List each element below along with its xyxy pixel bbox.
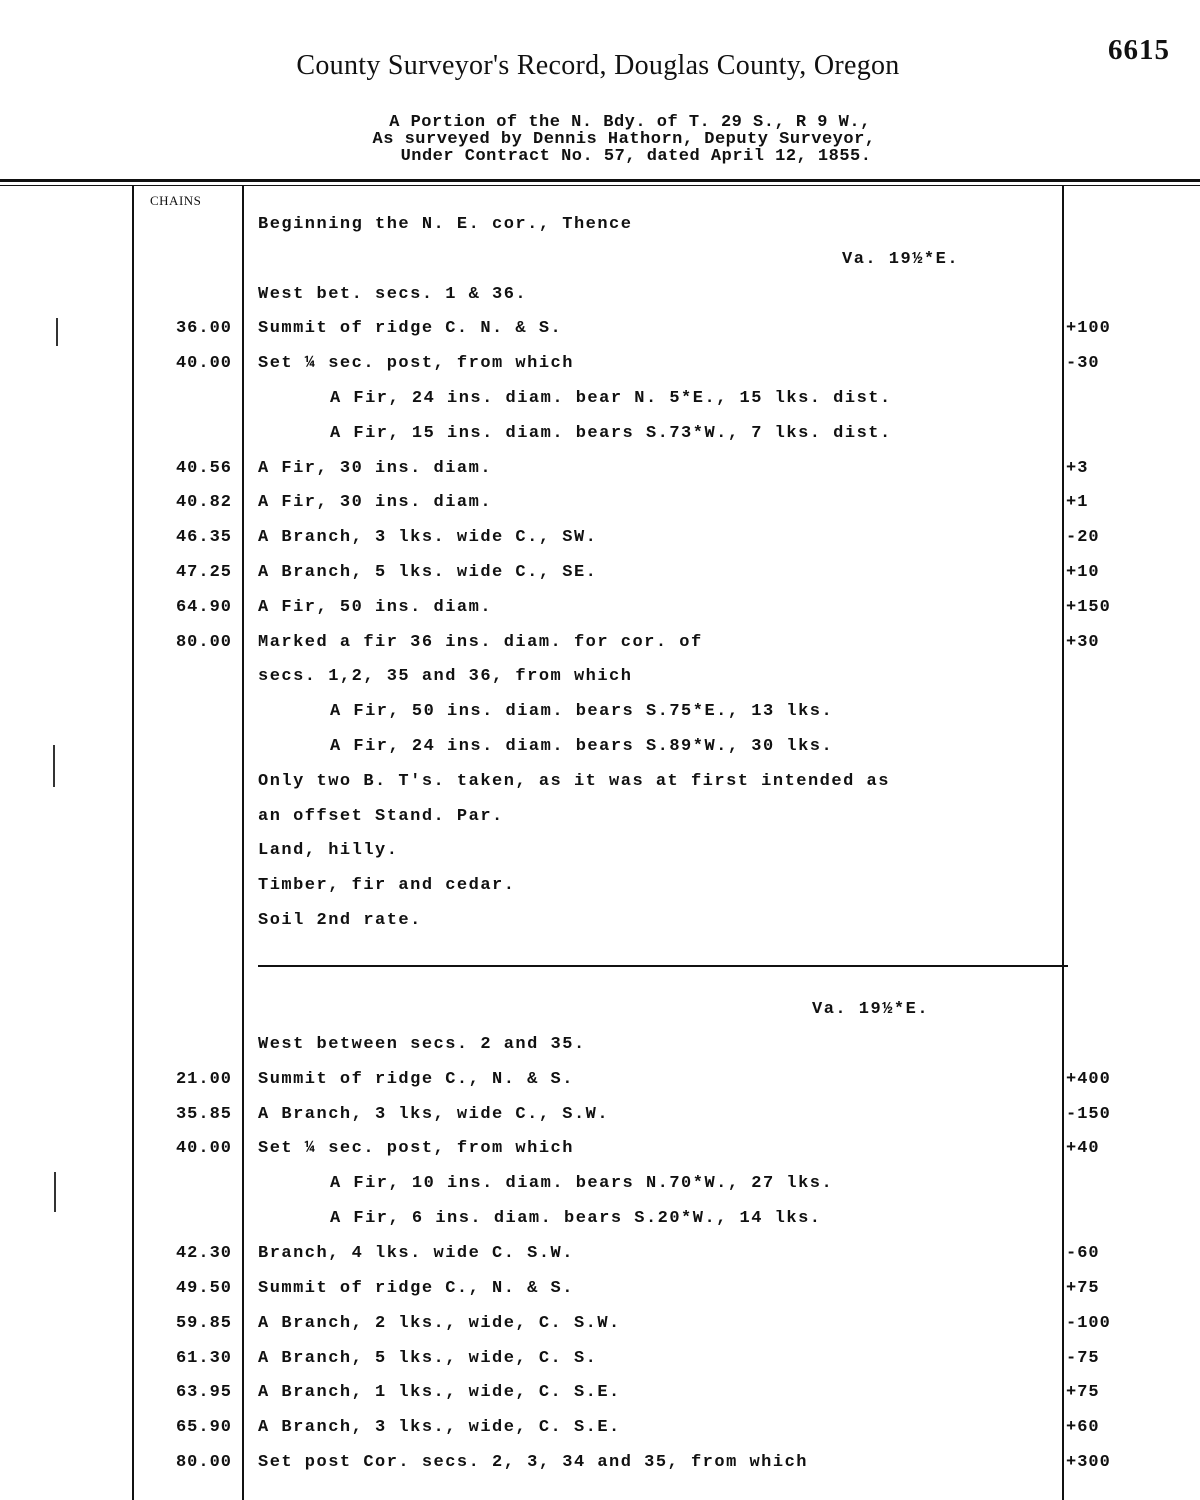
field-note-text: A Branch, 3 lks., wide, C. S.E. [258, 1418, 621, 1437]
field-note-text: Land, hilly. [258, 841, 399, 860]
chains-value: 61.30 [175, 1349, 232, 1368]
margin-mark [56, 318, 58, 346]
elevation-change: +75 [1066, 1383, 1100, 1402]
field-note-text: Timber, fir and cedar. [258, 876, 516, 895]
elevation-change: -60 [1066, 1244, 1100, 1263]
elevation-change: +300 [1066, 1453, 1111, 1472]
chains-value: 59.85 [175, 1314, 232, 1333]
field-note-text: Summit of ridge C., N. & S. [258, 1070, 574, 1089]
header-rule [0, 179, 1200, 182]
chains-value: 21.00 [175, 1070, 232, 1089]
left-border-line [132, 186, 134, 1500]
margin-mark [53, 745, 55, 787]
elevation-change: -20 [1066, 528, 1100, 547]
chains-value: 65.90 [175, 1418, 232, 1437]
elevation-change: +10 [1066, 563, 1100, 582]
subtitle-line: Under Contract No. 57, dated April 12, 1855. [400, 147, 872, 166]
field-note-text: A Fir, 30 ins. diam. [258, 459, 493, 478]
field-note-text: Va. 19½*E. [812, 1000, 930, 1019]
field-note-text: secs. 1,2, 35 and 36, from which [258, 667, 633, 686]
field-note-text: Soil 2nd rate. [258, 911, 422, 930]
chains-value: 40.00 [175, 354, 232, 373]
elevation-change: -100 [1066, 1314, 1111, 1333]
chains-value: 40.82 [175, 493, 232, 512]
elevation-change: +150 [1066, 598, 1111, 617]
field-note-text: A Branch, 5 lks. wide C., SE. [258, 563, 598, 582]
page-number: 6615 [1108, 34, 1170, 66]
field-note-text: A Fir, 50 ins. diam. [258, 598, 493, 617]
field-note-text: Summit of ridge C. N. & S. [258, 319, 563, 338]
field-note-text: A Branch, 1 lks., wide, C. S.E. [258, 1383, 621, 1402]
field-note-text: A Fir, 24 ins. diam. bear N. 5*E., 15 lks. dist. [330, 389, 892, 408]
chains-value: 49.50 [175, 1279, 232, 1298]
field-note-text: Marked a fir 36 ins. diam. for cor. of [258, 633, 703, 652]
field-note-text: A Fir, 50 ins. diam. bears S.75*E., 13 lks. [330, 702, 834, 721]
chains-value: 35.85 [175, 1105, 232, 1124]
chains-value: 42.30 [175, 1244, 232, 1263]
field-note-text: Set ¼ sec. post, from which [258, 1139, 574, 1158]
elevation-change: +3 [1066, 459, 1089, 478]
chains-value: 40.56 [175, 459, 232, 478]
subtitle-line: As surveyed by Dennis Hathorn, Deputy Surveyor, [372, 130, 876, 149]
elevation-change: +30 [1066, 633, 1100, 652]
section-divider-line [258, 965, 1068, 967]
chains-value: 40.00 [175, 1139, 232, 1158]
subtitle-line: A Portion of the N. Bdy. of T. 29 S., R 9 W., [389, 113, 871, 132]
elevation-change: +60 [1066, 1418, 1100, 1437]
elevation-change: -150 [1066, 1105, 1111, 1124]
chains-value: 80.00 [175, 633, 232, 652]
elevation-change: +400 [1066, 1070, 1111, 1089]
field-note-text: Only two B. T's. taken, as it was at first intended as [258, 772, 890, 791]
elevation-change: -30 [1066, 354, 1100, 373]
chains-divider-line [242, 186, 244, 1500]
field-note-text: A Fir, 6 ins. diam. bears S.20*W., 14 lks. [330, 1209, 822, 1228]
record-title: County Surveyor's Record, Douglas County, Oregon [296, 50, 900, 81]
elevation-change: +40 [1066, 1139, 1100, 1158]
chains-value: 46.35 [175, 528, 232, 547]
margin-mark [54, 1172, 56, 1212]
field-note-text: West bet. secs. 1 & 36. [258, 285, 528, 304]
chains-value: 64.90 [175, 598, 232, 617]
field-note-text: A Branch, 5 lks., wide, C. S. [258, 1349, 598, 1368]
field-note-text: West between secs. 2 and 35. [258, 1035, 586, 1054]
field-note-text: Summit of ridge C., N. & S. [258, 1279, 574, 1298]
field-note-text: A Branch, 3 lks. wide C., SW. [258, 528, 598, 547]
field-note-text: A Branch, 3 lks, wide C., S.W. [258, 1105, 610, 1124]
field-note-text: A Fir, 30 ins. diam. [258, 493, 493, 512]
field-note-text: Set post Cor. secs. 2, 3, 34 and 35, from which [258, 1453, 808, 1472]
field-note-text: Beginning the N. E. cor., Thence [258, 215, 633, 234]
chains-value: 80.00 [175, 1453, 232, 1472]
chains-value: 47.25 [175, 563, 232, 582]
field-note-text: Branch, 4 lks. wide C. S.W. [258, 1244, 574, 1263]
field-note-text: A Fir, 15 ins. diam. bears S.73*W., 7 lks. dist. [330, 424, 892, 443]
field-note-text: Va. 19½*E. [842, 250, 960, 269]
chains-value: 63.95 [175, 1383, 232, 1402]
elevation-change: +75 [1066, 1279, 1100, 1298]
elevation-change: -75 [1066, 1349, 1100, 1368]
chains-value: 36.00 [175, 319, 232, 338]
field-note-text: A Fir, 24 ins. diam. bears S.89*W., 30 lks. [330, 737, 834, 756]
field-note-text: Set ¼ sec. post, from which [258, 354, 574, 373]
elevation-divider-line [1062, 186, 1064, 1500]
chains-column-header: CHAINS [150, 193, 202, 208]
field-note-text: A Fir, 10 ins. diam. bears N.70*W., 27 lks. [330, 1174, 834, 1193]
elevation-change: +100 [1066, 319, 1111, 338]
header-rule [0, 185, 1200, 186]
field-note-text: an offset Stand. Par. [258, 807, 504, 826]
elevation-change: +1 [1066, 493, 1089, 512]
field-note-text: A Branch, 2 lks., wide, C. S.W. [258, 1314, 621, 1333]
